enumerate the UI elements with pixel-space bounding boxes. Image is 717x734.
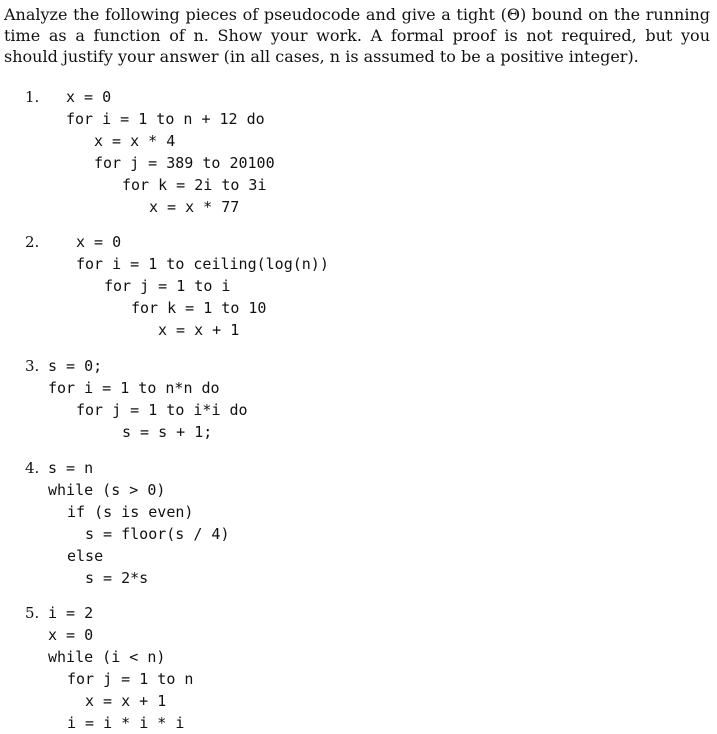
code-line: x = x + 1 [158,321,240,339]
code-line: while (i < n) [48,648,166,666]
problem-5-number: 5. [25,604,40,622]
code-line: x = 0 [76,233,122,251]
code-line: s = 0; [48,357,103,375]
code-line: for i = 1 to n + 12 do [66,110,265,128]
problem-4-number: 4. [25,459,40,477]
code-line: x = x + 1 [85,692,167,710]
code-line: i = 2 [48,604,94,622]
problem-1-number: 1. [25,88,40,106]
code-line: s = floor(s / 4) [85,525,230,543]
code-line: if (s is even) [67,503,194,521]
problem-3-number: 3. [25,357,40,375]
code-line: for j = 389 to 20100 [94,154,275,172]
code-line: s = n [48,459,94,477]
code-line: for k = 2i to 3i [122,176,267,194]
code-line: x = x * 77 [149,198,240,216]
code-line: for j = 1 to n [67,670,194,688]
code-line: i = i * i * i [67,714,185,732]
problem-instructions: Analyze the following pieces of pseudocode and give a tight (Θ) bound on the running time as a function of n. Show your work. A formal proof is not required, but you should justify your answer (in all cases, n is assumed to be a positive integer). [4,5,710,66]
code-line: s = 2*s [85,569,149,587]
code-line: for k = 1 to 10 [131,299,267,317]
code-line: for i = 1 to n*n do [48,379,220,397]
code-line: x = 0 [66,88,112,106]
code-line: x = x * 4 [94,132,176,150]
problem-2-number: 2. [25,233,40,251]
code-line: s = s + 1; [122,423,213,441]
code-line: for j = 1 to i*i do [76,401,248,419]
code-line: else [67,547,104,565]
code-line: x = 0 [48,626,94,644]
code-line: while (s > 0) [48,481,166,499]
code-line: for i = 1 to ceiling(log(n)) [76,255,329,273]
code-line: for j = 1 to i [104,277,231,295]
